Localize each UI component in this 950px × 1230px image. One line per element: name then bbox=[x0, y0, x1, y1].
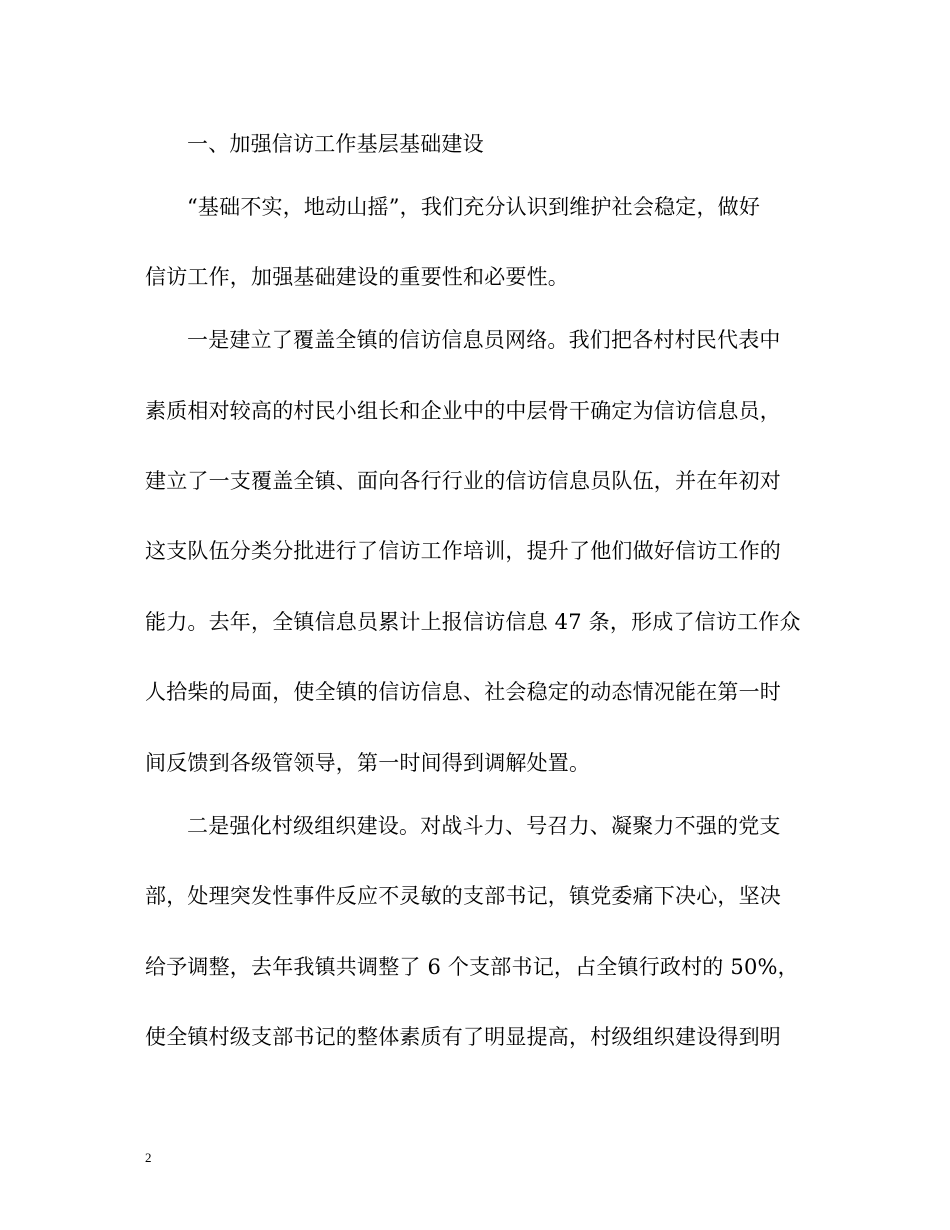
paragraph-line: 一是建立了覆盖全镇的信访信息员网络。我们把各村村民代表中 bbox=[187, 328, 781, 352]
paragraph-line: 信访工作，加强基础建设的重要性和必要性。 bbox=[145, 265, 569, 289]
paragraph-line: 建立了一支覆盖全镇、面向各行行业的信访信息员队伍，并在年初对 bbox=[145, 469, 781, 493]
paragraph-line: 人拾柴的局面，使全镇的信访信息、社会稳定的动态情况能在第一时 bbox=[145, 680, 781, 704]
paragraph-line: 部，处理突发性事件反应不灵敏的支部书记，镇党委痛下决心，坚决 bbox=[145, 884, 781, 908]
paragraph-line: 二是强化村级组织建设。对战斗力、号召力、凝聚力不强的党支 bbox=[187, 814, 781, 838]
paragraph-line: 给予调整，去年我镇共调整了 6 个支部书记，占全镇行政村的 50%， bbox=[145, 955, 799, 979]
paragraph-line: 能力。去年，全镇信息员累计上报信访信息 47 条，形成了信访工作众 bbox=[145, 610, 801, 634]
paragraph-line: 素质相对较高的村民小组长和企业中的中层骨干确定为信访信息员， bbox=[145, 399, 781, 423]
section-heading: 一、加强信访工作基层基础建设 bbox=[187, 132, 484, 156]
page-number: 2 bbox=[145, 1150, 152, 1165]
paragraph-line: 这支队伍分类分批进行了信访工作培训，提升了他们做好信访工作的 bbox=[145, 539, 781, 563]
paragraph-line: “基础不实，地动山摇”，我们充分认识到维护社会稳定，做好 bbox=[187, 195, 761, 219]
paragraph-line: 间反馈到各级管领导，第一时间得到调解处置。 bbox=[145, 751, 591, 775]
paragraph-line: 使全镇村级支部书记的整体素质有了明显提高，村级组织建设得到明 bbox=[145, 1025, 781, 1049]
